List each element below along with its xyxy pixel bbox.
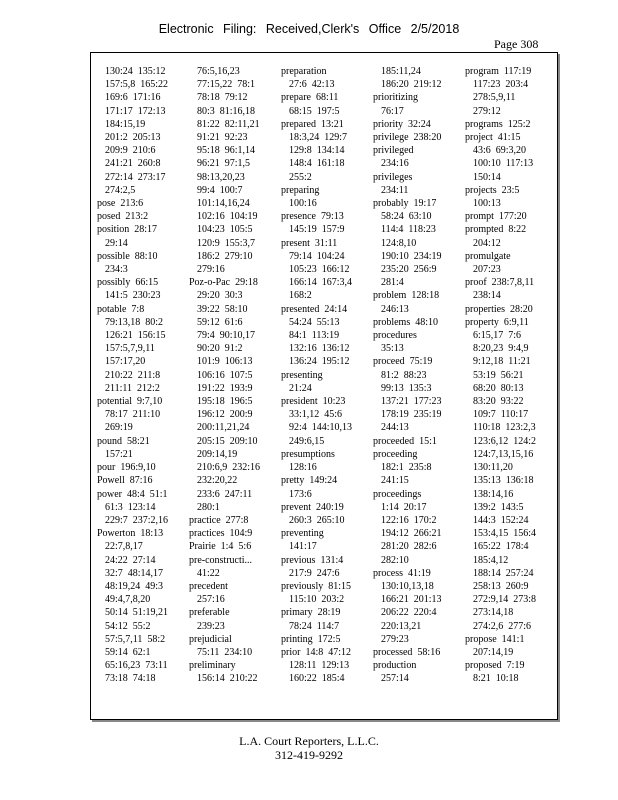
- index-entry-line: 124:8,10: [381, 237, 417, 249]
- index-entry-line: 184:15,19: [105, 118, 146, 130]
- index-entry-line: 114:4 118:23: [381, 224, 436, 236]
- index-entry-line: problem 128:18: [373, 290, 440, 302]
- index-entry-line: 139:2 143:5: [473, 501, 524, 513]
- index-entry-line: probably 19:17: [373, 198, 437, 210]
- index-entry-line: 79:14 104:24: [289, 250, 345, 262]
- index-entry-line: 91:21 92:23: [197, 132, 248, 144]
- index-entry-line: 120:9 155:3,7: [197, 237, 256, 249]
- index-entry-line: 102:16 104:19: [197, 211, 258, 223]
- index-entry-line: 234:3: [105, 264, 128, 276]
- index-entry-line: 135:13 136:18: [473, 475, 534, 487]
- index-entry-line: 194:12 266:21: [381, 528, 442, 540]
- index-entry-line: printing 172:5: [281, 633, 341, 645]
- index-entry-line: production: [373, 660, 417, 672]
- efiling-header: Electronic Filing: Received,Clerk's Office 2/5/2018: [158, 22, 460, 36]
- index-entry-line: Powell 87:16: [97, 475, 153, 487]
- index-entry-line: 191:22 193:9: [197, 382, 253, 394]
- index-entry-line: 18:3,24 129:7: [289, 132, 348, 144]
- index-entry-line: presumptions: [281, 448, 335, 460]
- index-entry-line: 207:23: [473, 264, 501, 276]
- index-entry-line: 106:16 107:5: [197, 369, 253, 381]
- index-entry-line: 234:11: [381, 184, 409, 196]
- index-entry-line: 168:2: [289, 290, 312, 302]
- index-entry-line: 33:1,12 45:6: [289, 409, 343, 421]
- index-entry-line: 207:14,19: [473, 646, 514, 658]
- index-entry-line: 232:20,22: [197, 475, 238, 487]
- index-entry-line: 272:14 273:17: [105, 171, 166, 183]
- index-entry-line: preparation: [281, 66, 327, 77]
- index-entry-line: potential 9:7,10: [97, 396, 163, 408]
- index-column-1: [97, 65, 168, 686]
- index-entry-line: 279:16: [197, 264, 225, 276]
- index-entry-line: 145:19 157:9: [289, 224, 345, 236]
- index-entry-line: proceeded 15:1: [373, 435, 437, 447]
- index-entry-line: possibly 66:15: [97, 277, 159, 289]
- index-entry-line: 100:10 117:13: [473, 158, 534, 170]
- index-entry-line: prior 14:8 47:12: [281, 646, 351, 658]
- index-entry-line: Prairie 1:4 5:6: [189, 541, 252, 553]
- index-entry-line: 144:3 152:24: [473, 514, 529, 526]
- index-entry-line: 130:24 135:12: [105, 66, 166, 77]
- index-entry-line: 92:4 144:10,13: [289, 422, 353, 434]
- index-entry-line: 260:3 265:10: [289, 514, 345, 526]
- index-entry-line: 244:13: [381, 422, 409, 434]
- index-entry-line: 209:9 210:6: [105, 145, 156, 157]
- index-entry-line: 49:4,7,8,20: [105, 594, 151, 606]
- index-entry-line: 54:24 55:13: [289, 316, 340, 328]
- index-entry-line: 234:16: [381, 158, 409, 170]
- index-entry-line: 274:2,6 277:6: [473, 620, 532, 632]
- index-entry-line: proceed 75:19: [373, 356, 433, 368]
- index-entry-line: 130:10,13,18: [381, 580, 434, 592]
- index-entry-line: 130:11,20: [473, 462, 513, 474]
- index-entry-line: proceedings: [373, 488, 422, 500]
- index-entry-line: 182:1 235:8: [381, 462, 432, 474]
- index-entry-line: Powerton 18:13: [97, 528, 164, 540]
- index-entry-line: 220:13,21: [381, 620, 422, 632]
- index-entry-line: 281:20 282:6: [381, 541, 437, 553]
- page-number: Page 308: [494, 37, 539, 51]
- index-entry-line: 126:21 156:15: [105, 330, 166, 342]
- index-entry-line: 78:24 114:7: [289, 620, 340, 632]
- index-entry-line: pretty 149:24: [281, 475, 338, 487]
- index-entry-line: 79:13,18 80:2: [105, 316, 164, 328]
- index-entry-line: 238:14: [473, 290, 501, 302]
- index-entry-line: 117:23 203:4: [473, 79, 529, 91]
- index-entry-line: 61:3 123:14: [105, 501, 156, 513]
- index-entry-line: 157:5,7,9,11: [105, 343, 155, 355]
- index-entry-line: 41:22: [197, 567, 220, 579]
- index-entry-line: pre-constructi...: [189, 554, 253, 566]
- index-box: [90, 52, 558, 720]
- index-entry-line: 141:5 230:23: [105, 290, 161, 302]
- index-entry-line: 57:5,7,11 58:2: [105, 633, 166, 645]
- index-entry-line: 115:10 203:2: [289, 594, 345, 606]
- index-entry-line: 123:6,12 124:2: [473, 435, 537, 447]
- index-entry-line: 35:13: [381, 343, 404, 355]
- index-entry-line: priority 32:24: [373, 118, 431, 130]
- index-entry-line: 59:14 62:1: [105, 646, 151, 658]
- index-entry-line: precedent: [189, 580, 228, 592]
- index-entry-line: prevent 240:19: [281, 501, 344, 513]
- index-entry-line: propose 141:1: [465, 633, 525, 645]
- index-entry-line: pour 196:9,10: [97, 462, 156, 474]
- index-entry-line: 29:14: [105, 237, 128, 249]
- index-entry-line: position 28:17: [97, 224, 158, 236]
- index-entry-line: 1:14 20:17: [381, 501, 427, 513]
- index-entry-line: 6:15,17 7:6: [473, 330, 522, 342]
- index-entry-line: 101:9 106:13: [197, 356, 253, 368]
- index-column-5: [465, 65, 536, 686]
- index-column-2: [189, 65, 260, 686]
- index-entry-line: 165:22 178:4: [473, 541, 529, 553]
- index-entry-line: pose 213:6: [97, 198, 144, 210]
- index-entry-line: 75:11 234:10: [197, 646, 253, 658]
- index-entry-line: 209:14,19: [197, 448, 238, 460]
- index-entry-line: 160:22 185:4: [289, 673, 345, 685]
- index-entry-line: promulgate: [465, 250, 511, 262]
- index-entry-line: 90:20 91:2: [197, 343, 243, 355]
- index-entry-line: proceeding: [373, 448, 418, 460]
- index-entry-line: 272:9,14 273:8: [473, 594, 537, 606]
- index-entry-line: 211:11 212:2: [105, 382, 160, 394]
- index-entry-line: 78:17 211:10: [105, 409, 161, 421]
- index-entry-line: previously 81:15: [281, 580, 351, 592]
- index-entry-line: prioritizing: [373, 92, 418, 104]
- index-entry-line: process 41:19: [373, 567, 431, 579]
- index-entry-line: privilege 238:20: [373, 132, 442, 144]
- index-entry-line: posed 213:2: [97, 211, 149, 223]
- index-entry-line: 79:4 90:10,17: [197, 330, 256, 342]
- index-entry-line: 80:3 81:16,18: [197, 105, 256, 117]
- index-entry-line: 98:13,20,23: [197, 171, 245, 183]
- index-entry-line: preliminary: [189, 660, 236, 672]
- index-entry-line: 233:6 247:11: [197, 488, 253, 500]
- index-entry-line: practice 277:8: [189, 514, 249, 526]
- index-entry-line: 186:2 279:10: [197, 250, 253, 262]
- index-entry-line: project 41:15: [465, 132, 521, 144]
- index-entry-line: 185:11,24: [381, 66, 421, 77]
- index-entry-line: preparing: [281, 184, 320, 196]
- index-entry-line: 24:22 27:14: [105, 554, 156, 566]
- index-entry-line: 200:11,21,24: [197, 422, 250, 434]
- index-entry-line: 8:20,23 9:4,9: [473, 343, 529, 355]
- index-entry-line: 279:12: [473, 105, 501, 117]
- index-entry-line: 132:16 136:12: [289, 343, 350, 355]
- index-entry-line: program 117:19: [465, 66, 532, 77]
- index-entry-line: 169:6 171:16: [105, 92, 161, 104]
- index-entry-line: 255:2: [289, 171, 312, 183]
- index-entry-line: Poz-o-Pac 29:18: [189, 277, 258, 289]
- index-entry-line: 241:21 260:8: [105, 158, 161, 170]
- index-entry-line: 171:17 172:13: [105, 105, 166, 117]
- index-entry-line: programs 125:2: [465, 118, 531, 130]
- index-entry-line: prepared 13:21: [281, 118, 344, 130]
- index-entry-line: proposed 7:19: [465, 660, 525, 672]
- index-entry-line: 128:16: [289, 462, 317, 474]
- index-entry-line: 48:19,24 49:3: [105, 580, 164, 592]
- index-entry-line: 157:21: [105, 448, 133, 460]
- index-entry-line: prompt 177:20: [465, 211, 527, 223]
- index-entry-line: 173:6: [289, 488, 312, 500]
- index-entry-line: 150:14: [473, 171, 501, 183]
- index-entry-line: 99:4 100:7: [197, 184, 243, 196]
- index-entry-line: problems 48:10: [373, 316, 438, 328]
- index-entry-line: primary 28:19: [281, 607, 341, 619]
- index-entry-line: 104:23 105:5: [197, 224, 253, 236]
- index-entry-line: preferable: [189, 607, 230, 619]
- index-entry-line: 81:22 82:11,21: [197, 118, 260, 130]
- index-entry-line: 81:2 88:23: [381, 369, 427, 381]
- index-entry-line: 100:13: [473, 198, 501, 210]
- index-entry-line: 68:20 80:13: [473, 382, 524, 394]
- index-entry-line: 185:4,12: [473, 554, 509, 566]
- index-entry-line: 201:2 205:13: [105, 132, 161, 144]
- index-entry-line: 29:20 30:3: [197, 290, 243, 302]
- index-entry-line: 58:24 63:10: [381, 211, 432, 223]
- index-entry-line: 53:19 56:21: [473, 369, 524, 381]
- index-column-3: [281, 65, 352, 686]
- index-entry-line: potable 7:8: [97, 303, 145, 315]
- index-entry-line: 39:22 58:10: [197, 303, 248, 315]
- index-entry-line: 128:11 129:13: [289, 660, 350, 672]
- index-entry-line: 76:5,16,23: [197, 66, 240, 77]
- index-entry-line: 280:1: [197, 501, 220, 513]
- index-entry-line: 129:8 134:14: [289, 145, 345, 157]
- index-entry-line: 186:20 219:12: [381, 79, 442, 91]
- index-entry-line: power 48:4 51:1: [97, 488, 168, 500]
- index-entry-line: 22:7,8,17: [105, 541, 143, 553]
- index-entry-line: present 31:11: [281, 237, 338, 249]
- index-entry-line: 99:13 135:3: [381, 382, 432, 394]
- index-entry-line: 124:7,13,15,16: [473, 448, 534, 460]
- index-entry-line: 235:20 256:9: [381, 264, 437, 276]
- court-reporter-footer: [0, 734, 618, 762]
- index-entry-line: 137:21 177:23: [381, 396, 442, 408]
- index-entry-line: 188:14 257:24: [473, 567, 534, 579]
- index-entry-line: 136:24 195:12: [289, 356, 350, 368]
- index-entry-line: 77:15,22 78:1: [197, 79, 256, 91]
- index-entry-line: 257:16: [197, 594, 225, 606]
- index-entry-line: prompted 8:22: [465, 224, 527, 236]
- index-entry-line: 138:14,16: [473, 488, 514, 500]
- index-entry-line: presented 24:14: [281, 303, 348, 315]
- reporter-name: L.A. Court Reporters, L.L.C.: [239, 734, 379, 748]
- index-entry-line: 281:4: [381, 277, 404, 289]
- index-entry-line: 59:12 61:6: [197, 316, 243, 328]
- index-entry-line: 109:7 110:17: [473, 409, 529, 421]
- index-entry-line: 241:15: [381, 475, 409, 487]
- index-entry-line: 95:18 96:1,14: [197, 145, 256, 157]
- index-entry-line: president 10:23: [281, 396, 346, 408]
- index-entry-line: 166:21 201:13: [381, 594, 442, 606]
- index-entry-line: 239:23: [197, 620, 225, 632]
- index-entry-line: 269:19: [105, 422, 133, 434]
- index-entry-line: 8:21 10:18: [473, 673, 519, 685]
- index-entry-line: property 6:9,11: [465, 316, 529, 328]
- index-entry-line: 148:4 161:18: [289, 158, 345, 170]
- index-entry-line: pound 58:21: [97, 435, 150, 447]
- index-entry-line: presence 79:13: [281, 211, 344, 223]
- index-entry-line: properties 28:20: [465, 303, 533, 315]
- index-entry-line: 210:6,9 232:16: [197, 462, 261, 474]
- index-entry-line: 101:14,16,24: [197, 198, 250, 210]
- index-entry-line: 246:13: [381, 303, 409, 315]
- index-entry-line: 78:18 79:12: [197, 92, 248, 104]
- index-column-4: [373, 65, 442, 686]
- index-entry-line: 50:14 51:19,21: [105, 607, 169, 619]
- index-entry-line: 32:7 48:14,17: [105, 567, 164, 579]
- index-entry-line: 249:6,15: [289, 435, 325, 447]
- index-entry-line: practices 104:9: [189, 528, 253, 540]
- index-entry-line: 73:18 74:18: [105, 673, 156, 685]
- index-entry-line: 153:4,15 156:4: [473, 528, 537, 540]
- index-entry-line: privileged: [373, 145, 414, 157]
- index-entry-line: prejudicial: [189, 633, 232, 645]
- index-entry-line: 110:18 123:2,3: [473, 422, 536, 434]
- index-entry-line: 76:17: [381, 105, 404, 117]
- index-entry-line: 157:17,20: [105, 356, 146, 368]
- index-entry-line: 68:15 197:5: [289, 105, 340, 117]
- index-entry-line: 157:5,8 165:22: [105, 79, 169, 91]
- index-entry-line: 141:17: [289, 541, 317, 553]
- index-entry-line: 204:12: [473, 237, 501, 249]
- index-entry-line: 258:13 260:9: [473, 580, 529, 592]
- index-entry-line: 65:16,23 73:11: [105, 660, 168, 672]
- index-entry-line: 217:9 247:6: [289, 567, 340, 579]
- index-entry-line: 282:10: [381, 554, 409, 566]
- index-entry-line: 205:15 209:10: [197, 435, 258, 447]
- index-entry-line: 195:18 196:5: [197, 396, 253, 408]
- index-entry-line: 229:7 237:2,16: [105, 514, 169, 526]
- index-entry-line: 273:14,18: [473, 607, 514, 619]
- index-entry-line: 166:14 167:3,4: [289, 277, 353, 289]
- index-entry-line: 210:22 211:8: [105, 369, 161, 381]
- index-entry-line: 196:12 200:9: [197, 409, 253, 421]
- index-entry-line: 100:16: [289, 198, 317, 210]
- index-entry-line: 83:20 93:22: [473, 396, 524, 408]
- index-entry-line: 190:10 234:19: [381, 250, 442, 262]
- index-entry-line: 84:1 113:19: [289, 330, 340, 342]
- index-entry-line: 206:22 220:4: [381, 607, 437, 619]
- index-entry-line: 96:21 97:1,5: [197, 158, 251, 170]
- index-entry-line: proof 238:7,8,11: [465, 277, 535, 289]
- index-entry-line: prepare 68:11: [281, 92, 339, 104]
- index-entry-line: 54:12 55:2: [105, 620, 151, 632]
- index-entry-line: 279:23: [381, 633, 409, 645]
- index-entry-line: 278:5,9,11: [473, 92, 516, 104]
- index-entry-line: 122:16 170:2: [381, 514, 437, 526]
- index-entry-line: possible 88:10: [97, 250, 158, 262]
- index-entry-line: 257:14: [381, 673, 409, 685]
- index-entry-line: preventing: [281, 528, 324, 540]
- index-entry-line: procedures: [373, 330, 417, 342]
- index-entry-line: presenting: [281, 369, 323, 381]
- index-entry-line: processed 58:16: [373, 646, 441, 658]
- index-entry-line: 21:24: [289, 382, 312, 394]
- index-entry-line: 9:12,18 11:21: [473, 356, 531, 368]
- index-entry-line: 156:14 210:22: [197, 673, 258, 685]
- index-entry-line: 43:6 69:3,20: [473, 145, 527, 157]
- index-entry-line: 105:23 166:12: [289, 264, 350, 276]
- index-entry-line: 178:19 235:19: [381, 409, 442, 421]
- index-entry-line: 274:2,5: [105, 184, 136, 196]
- index-entry-line: privileges: [373, 171, 413, 183]
- index-entry-line: 27:6 42:13: [289, 79, 335, 91]
- index-entry-line: previous 131:4: [281, 554, 344, 566]
- reporter-phone: 312-419-9292: [275, 748, 343, 762]
- index-entry-line: projects 23:5: [465, 184, 520, 196]
